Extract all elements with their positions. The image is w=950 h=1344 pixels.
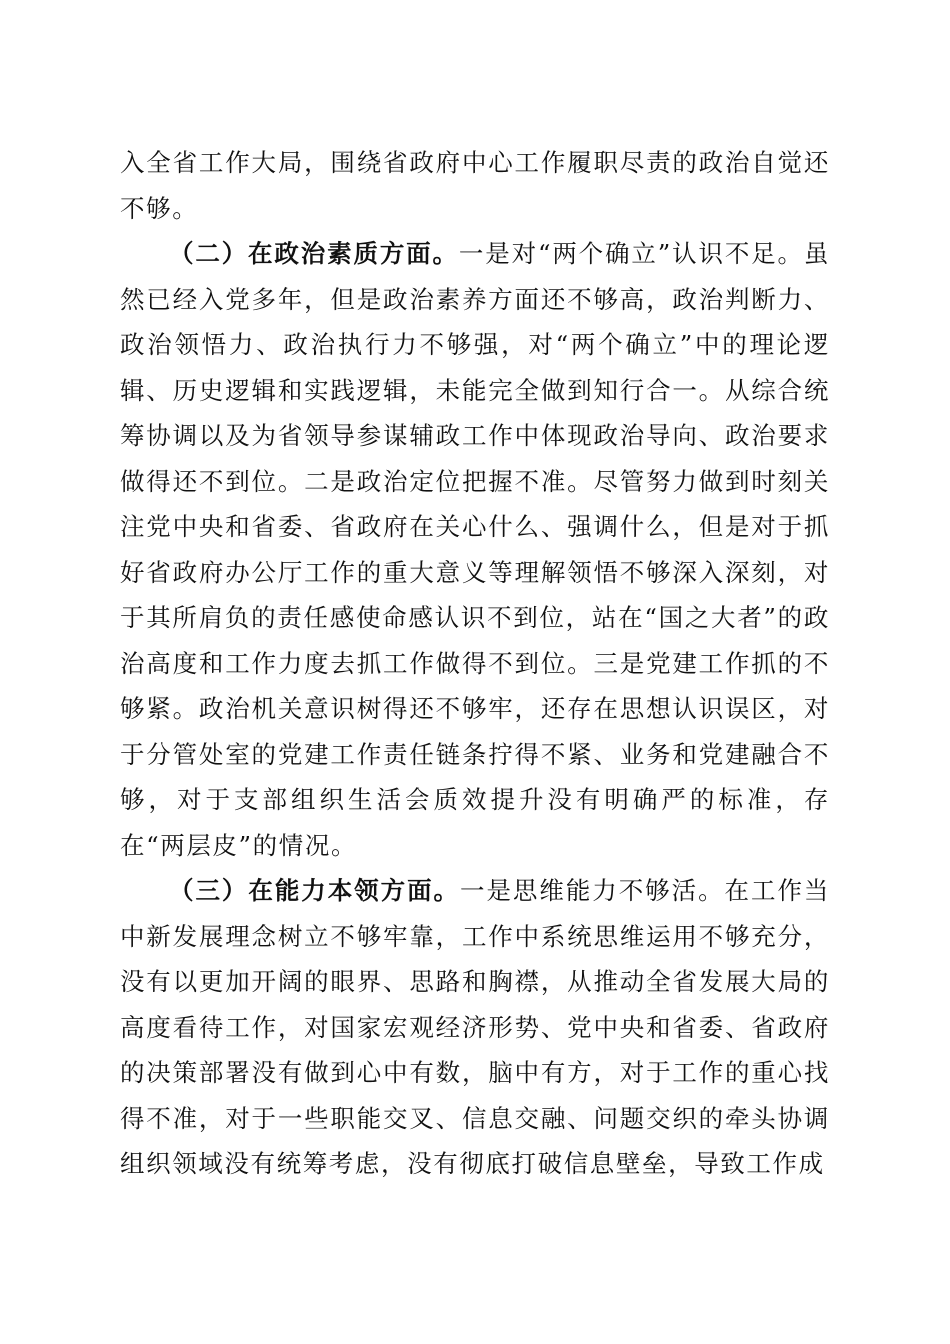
paragraph-continuation-text: 入全省工作大局，围绕省政府中心工作履职尽责的政治自觉还不够。 xyxy=(120,148,830,223)
section-heading-ability: （三）在能力本领方面。 xyxy=(169,876,460,905)
document-body xyxy=(120,140,830,1187)
paragraph-continuation xyxy=(120,140,830,231)
paragraph-political-quality-text: 一是对“两个确立”认识不足。虽然已经入党多年，但是政治素养方面还不够高，政治判断力、政治领悟力、政治执行力不够强，对“两个确立”中的理论逻辑、历史逻辑和实践逻辑，未能完全做到知行合一。从综合统筹协调以及为省领导参谋辅政工作中体现政治导向、政治要求做得还不到位。二是政治定位把握不准。尽管努力做到时刻关注党中央和省委、省政府在关心什么、强调什么，但是对于抓好省政府办公厅工作的重大意义等理解领悟不够深入深刻，对于其所肩负的责任感使命感认识不到位，站在“国之大者”的政治高度和工作力度去抓工作做得不到位。三是党建工作抓的不够紧。政治机关意识树得还不够牢，还存在思想认识误区，对于分管处室的党建工作责任链条拧得不紧、业务和党建融合不够，对于支部组织生活会质效提升没有明确严的标准，存在“两层皮”的情况。 xyxy=(120,239,830,860)
paragraph-ability-text: 一是思维能力不够活。在工作当中新发展理念树立不够牢靠，工作中系统思维运用不够充分，没有以更加开阔的眼界、思路和胸襟，从推动全省发展大局的高度看待工作，对国家宏观经济形势、党中央和省委、省政府的决策部署没有做到心中有数，脑中有方，对于工作的重心找得不准，对于一些职能交叉、信息交融、问题交织的牵头协调组织领域没有统筹考虑，没有彻底打破信息壁垒，导致工作成 xyxy=(120,876,830,1178)
paragraph-ability xyxy=(120,868,830,1187)
section-heading-political-quality: （二）在政治素质方面。 xyxy=(169,239,459,268)
paragraph-political-quality xyxy=(120,231,830,868)
